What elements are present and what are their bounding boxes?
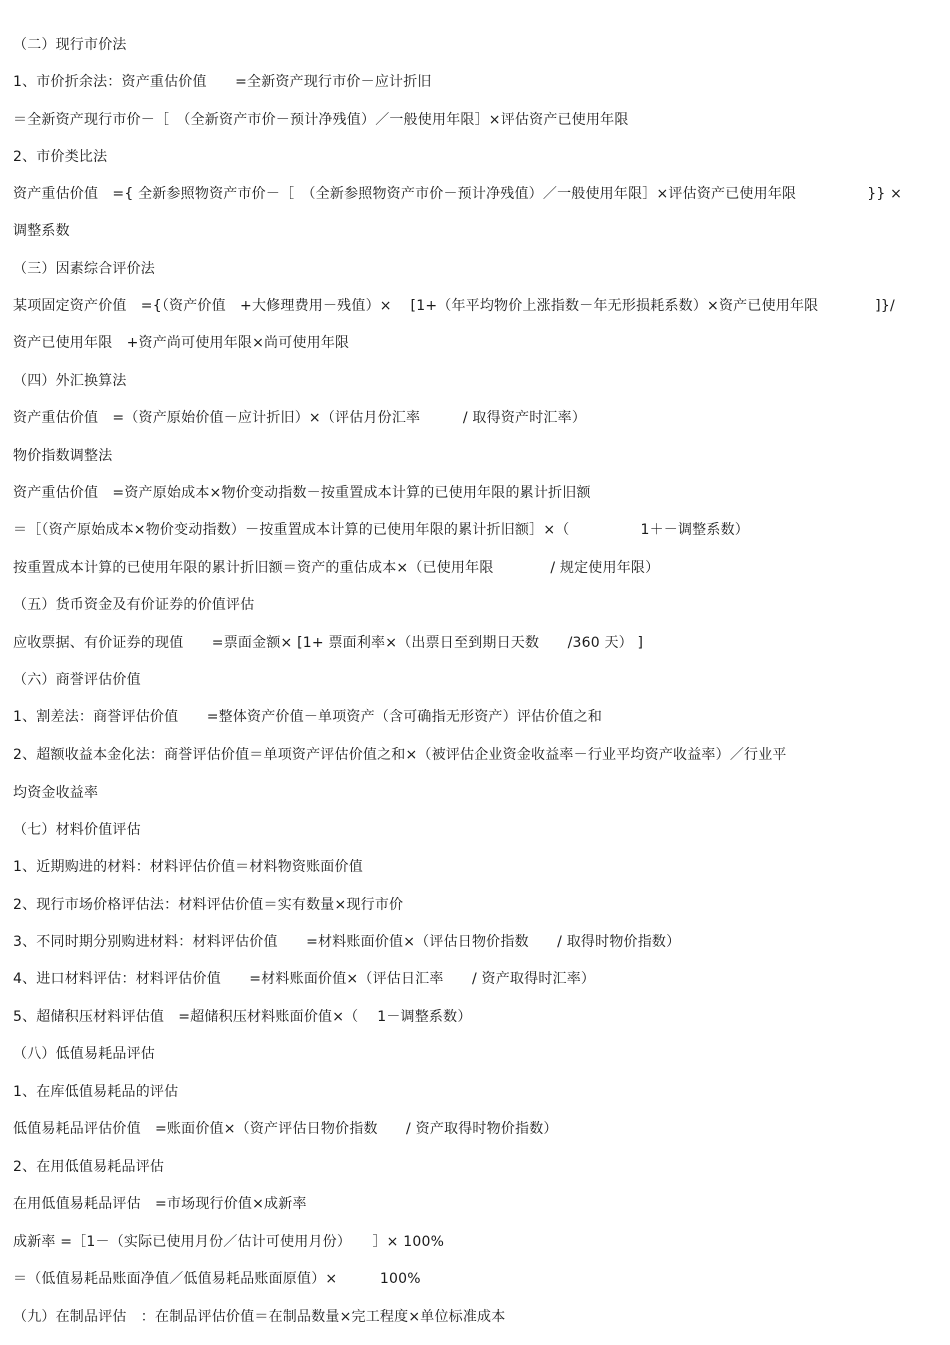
formula-line: 3、不同时期分别购进材料：材料评估价值 =材料账面价值×（评估日物价指数 / 取得时物价指数） [13,934,681,950]
subsection-heading: 1、在库低值易耗品的评估 [13,1084,179,1100]
formula-line: ＝［（资产原始成本×物价变动指数）－按重置成本计算的已使用年限的累计折旧额］×（ 1＋－调整系数） [13,522,749,538]
formula-line: 1、割差法：商誉评估价值 =整体资产价值－单项资产（含可确指无形资产）评估价值之和 [13,709,603,725]
section-heading-2: （二）现行市价法 [13,37,127,53]
formula-line: 2、现行市场价格评估法：材料评估价值＝实有数量×现行市价 [13,897,404,913]
section-heading-8: （八）低值易耗品评估 [13,1046,155,1062]
subsection-heading: 2、在用低值易耗品评估 [13,1159,165,1175]
section-heading-7: （七）材料价值评估 [13,822,141,838]
formula-line: 某项固定资产价值 ={（资产价值 +大修理费用－残值）× [1+（年平均物价上涨指数－年无形损耗系数）×资产已使用年限 ]}/ [13,298,895,314]
subsection-heading: 2、市价类比法 [13,149,108,165]
formula-line: 5、超储积压材料评估值 =超储积压材料账面价值×（ 1－调整系数） [13,1009,472,1025]
section-heading-6: （六）商誉评估价值 [13,672,141,688]
formula-line-continued: 均资金收益率 [13,785,99,801]
formula-line: 低值易耗品评估价值 =账面价值×（资产评估日物价指数 / 资产取得时物价指数） [13,1121,558,1137]
formula-line: 按重置成本计算的已使用年限的累计折旧额＝资产的重估成本×（已使用年限 / 规定使用年限） [13,560,660,576]
formula-line-continued: 资产已使用年限 +资产尚可使用年限×尚可使用年限 [13,335,350,351]
section-heading-9: （九）在制品评估 ：在制品评估价值＝在制品数量×完工程度×单位标准成本 [13,1309,506,1325]
section-heading-4: （四）外汇换算法 [13,373,127,389]
formula-line: 成新率 =［1－（实际已使用月份／估计可使用月份） ］× 100% [13,1234,445,1250]
subsection-heading: 物价指数调整法 [13,448,113,464]
formula-line: ＝全新资产现行市价－［ （全新资产市价－预计净残值）／一般使用年限］×评估资产已使用年限 [13,112,629,128]
formula-line: 资产重估价值 =资产原始成本×物价变动指数－按重置成本计算的已使用年限的累计折旧额 [13,485,591,501]
formula-line: 2、超额收益本金化法：商誉评估价值＝单项资产评估价值之和×（被评估企业资金收益率－行业平均资产收益率）／行业平 [13,747,787,763]
formula-line: 1、近期购进的材料：材料评估价值＝材料物资账面价值 [13,859,363,875]
formula-line: 应收票据、有价证券的现值 =票面金额× [1+ 票面利率×（出票日至到期日天数 /360 天） ] [13,635,644,651]
formula-line: 资产重估价值 =（资产原始价值－应计折旧）×（评估月份汇率 / 取得资产时汇率） [13,410,587,426]
section-heading-5: （五）货币资金及有价证券的价值评估 [13,597,255,613]
formula-line: 1、市价折余法：资产重估价值 =全新资产现行市价－应计折旧 [13,74,432,90]
formula-line: 资产重估价值 ={ 全新参照物资产市价－［ （全新参照物资产市价－预计净残值）／一般使用年限］×评估资产已使用年限 }} × [13,186,903,202]
section-heading-3: （三）因素综合评价法 [13,261,155,277]
formula-line: 4、进口材料评估：材料评估价值 =材料账面价值×（评估日汇率 / 资产取得时汇率） [13,971,596,987]
formula-line: ＝（低值易耗品账面净值／低值易耗品账面原值）× 100% [13,1271,421,1287]
formula-line-continued: 调整系数 [13,223,70,239]
formula-line: 在用低值易耗品评估 =市场现行价值×成新率 [13,1196,307,1212]
